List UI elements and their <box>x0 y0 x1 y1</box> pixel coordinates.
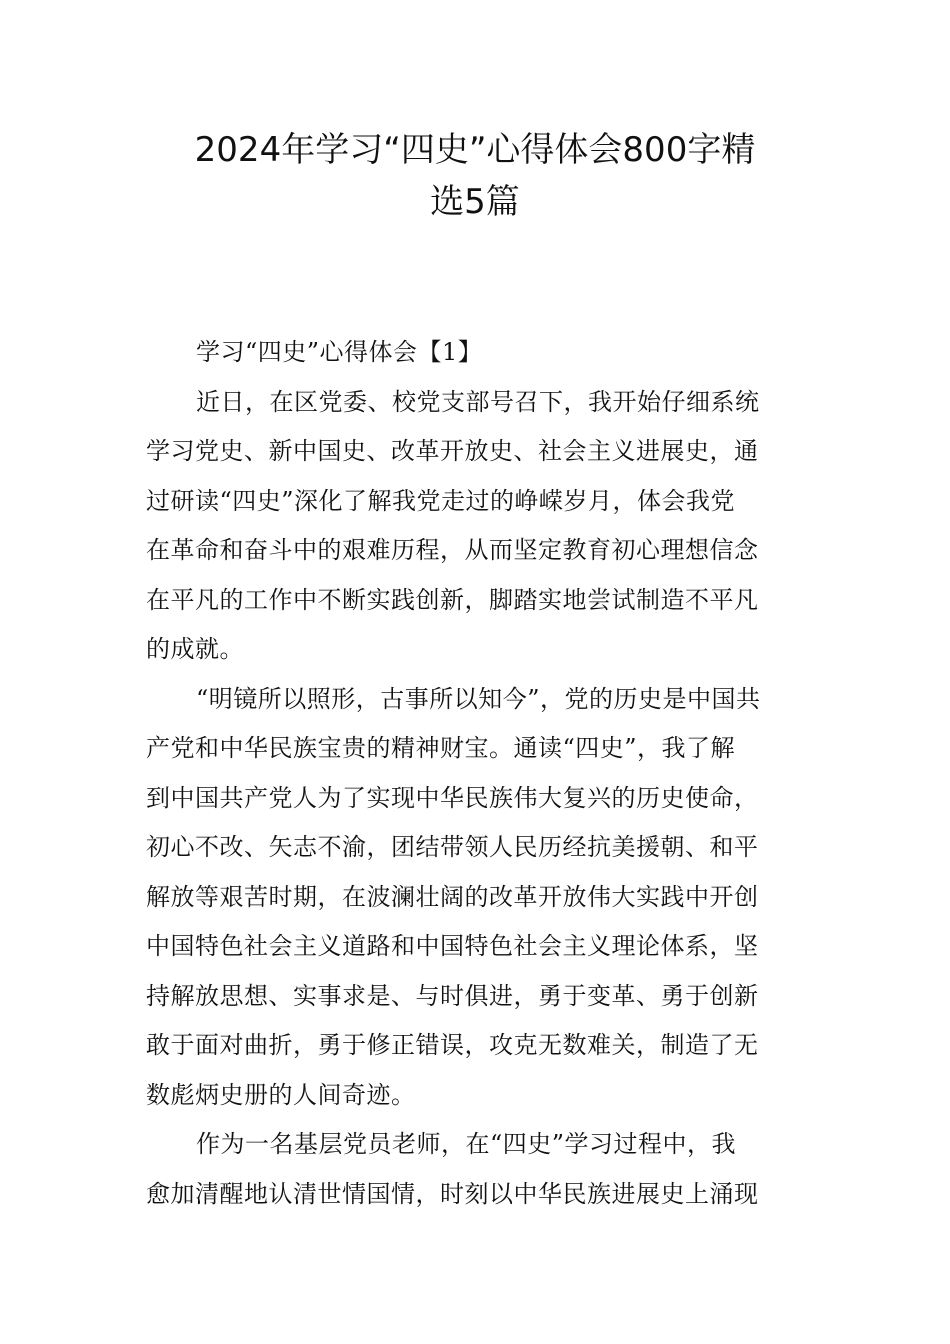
paragraph-line: 在平凡的工作中不断实践创新，脚踏实地尝试制造不平凡 <box>146 585 759 614</box>
paragraph-line: 产党和中华民族宝贵的精神财宝。通读“四史”，我了解 <box>146 734 736 762</box>
document-body <box>146 328 810 1219</box>
paragraph-line: 到中国共产党人为了实现中华民族伟大复兴的历史使命， <box>146 783 759 812</box>
paragraph-line: 初心不改、矢志不渝，团结带领人民历经抗美援朝、和平 <box>146 833 759 861</box>
title-line-1: 2024年学习“四史”心得体会800字精 <box>194 130 756 170</box>
paragraph-line: 中国特色社会主义道路和中国特色社会主义理论体系，坚 <box>146 932 759 960</box>
paragraph-line: 的成就。 <box>146 635 244 663</box>
paragraph-line: 愈加清醒地认清世情国情，时刻以中华民族进展史上涌现 <box>146 1179 759 1208</box>
title-line-2: 选5篇 <box>430 182 520 222</box>
paragraph-line: 持解放思想、实事求是、与时俱进，勇于变革、勇于创新 <box>146 981 759 1010</box>
paragraph-line: 作为一名基层党员老师，在“四史”学习过程中，我 <box>196 1130 737 1158</box>
paragraph-line: 近日，在区党委、校党支部号召下，我开始仔细系统 <box>196 387 760 416</box>
paragraph-line: 数彪炳史册的人间奇迹。 <box>146 1080 416 1109</box>
paragraph-line: 在革命和奋斗中的艰难历程，从而坚定教育初心理想信念 <box>146 536 759 564</box>
paragraph-1 <box>146 378 810 675</box>
document-title <box>120 124 830 228</box>
paragraph-line: 学习党史、新中国史、改革开放史、社会主义进展史，通 <box>146 437 759 465</box>
paragraph-line: 解放等艰苦时期，在波澜壮阔的改革开放伟大实践中开创 <box>146 882 759 911</box>
paragraph-line: 敢于面对曲折，勇于修正错误，攻克无数难关，制造了无 <box>146 1031 759 1059</box>
paragraph-3 <box>146 1120 810 1219</box>
paragraph-line: 过研读“四史”深化了解我党走过的峥嵘岁月，体会我党 <box>146 486 736 515</box>
section-heading: 学习“四史”心得体会【1】 <box>196 338 483 366</box>
paragraph-2 <box>146 675 810 1121</box>
paragraph-line: “明镜所以照形，古事所以知今”，党的历史是中国共 <box>196 684 761 713</box>
